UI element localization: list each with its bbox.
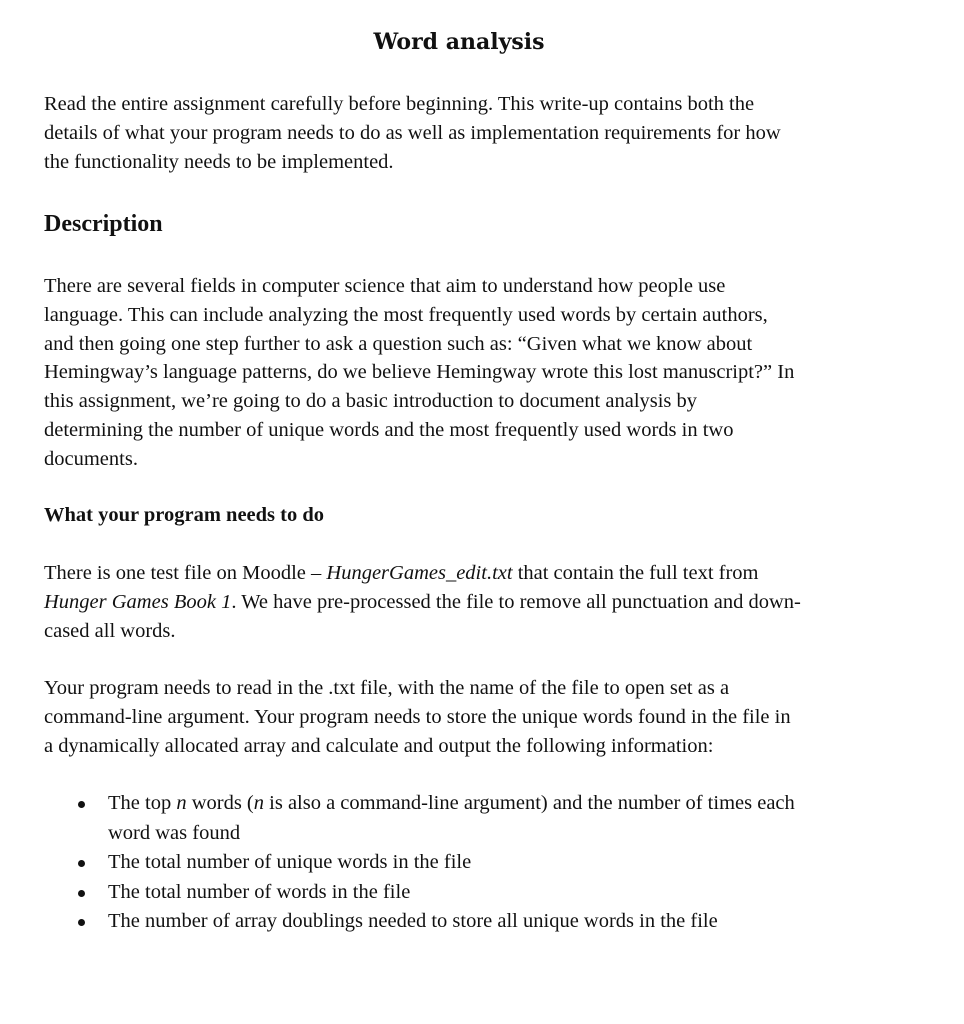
bullet-icon xyxy=(78,860,85,867)
bullet-icon xyxy=(78,890,85,897)
description-line: documents. xyxy=(44,447,138,470)
intro-paragraph xyxy=(44,90,924,176)
description-line: There are several fields in computer science that aim to understand how people use xyxy=(44,275,726,297)
file-line xyxy=(44,559,924,588)
file-line-text: There is one test file on Moodle – xyxy=(44,562,327,584)
program-line: Your program needs to read in the .txt file, with the name of the file to open set as a xyxy=(44,677,730,699)
list-item-text xyxy=(108,789,924,819)
program-line: command-line argument. Your program needs to store the unique words found in the file in xyxy=(44,705,791,728)
variable-n: n xyxy=(176,792,187,814)
list-item-text-part: is also a command-line argument) and the number of times each xyxy=(264,792,795,814)
file-name: HungerGames_edit.txt xyxy=(326,562,513,584)
list-item-text: word was found xyxy=(108,821,241,844)
list-item-text: The total number of words in the file xyxy=(108,880,411,903)
list-item xyxy=(44,907,924,937)
program-line: a dynamically allocated array and calculate and output the following information: xyxy=(44,734,714,757)
description-line: and then going one step further to ask a question such as: “Given what we know about xyxy=(44,332,753,355)
description-line: Hemingway’s language patterns, do we believe Hemingway wrote this lost manuscript?” In xyxy=(44,361,795,384)
list-item xyxy=(44,789,924,848)
list-item xyxy=(44,848,924,878)
page-title: Word analysis xyxy=(373,29,545,55)
variable-n: n xyxy=(253,792,265,814)
file-line xyxy=(44,588,924,617)
list-item xyxy=(44,878,924,908)
description-line: determining the number of unique words and the most frequently used words in two xyxy=(44,418,734,441)
file-line-text: . We have pre-processed the file to remove all punctuation and down- xyxy=(231,590,801,613)
file-paragraph xyxy=(44,559,924,645)
description-paragraph xyxy=(44,272,924,474)
program-paragraph xyxy=(44,674,924,760)
requirements-heading: What your program needs to do xyxy=(44,504,324,526)
description-heading: Description xyxy=(44,211,163,237)
intro-line: Read the entire assignment carefully before beginning. This write-up contains both the xyxy=(44,93,755,115)
output-requirements-list xyxy=(44,789,924,937)
list-item-text: The total number of unique words in the file xyxy=(108,851,472,873)
list-item-text: The number of array doublings needed to store all unique words in the file xyxy=(108,910,718,932)
bullet-icon xyxy=(78,919,85,926)
file-line: cased all words. xyxy=(44,619,176,642)
description-line: language. This can include analyzing the most frequently used words by certain authors, xyxy=(44,303,768,326)
intro-line: the functionality needs to be implemented. xyxy=(44,150,394,173)
list-item-text-part: The top xyxy=(108,792,177,814)
list-item-text-part: words ( xyxy=(186,792,254,814)
book-title: Hunger Games Book 1 xyxy=(44,590,232,613)
intro-line: details of what your program needs to do as well as implementation requirements for how xyxy=(44,121,781,144)
bullet-icon xyxy=(78,801,85,808)
file-line-text: that contain the full text from xyxy=(512,562,759,584)
description-line: this assignment, we’re going to do a basic introduction to document analysis by xyxy=(44,390,698,413)
